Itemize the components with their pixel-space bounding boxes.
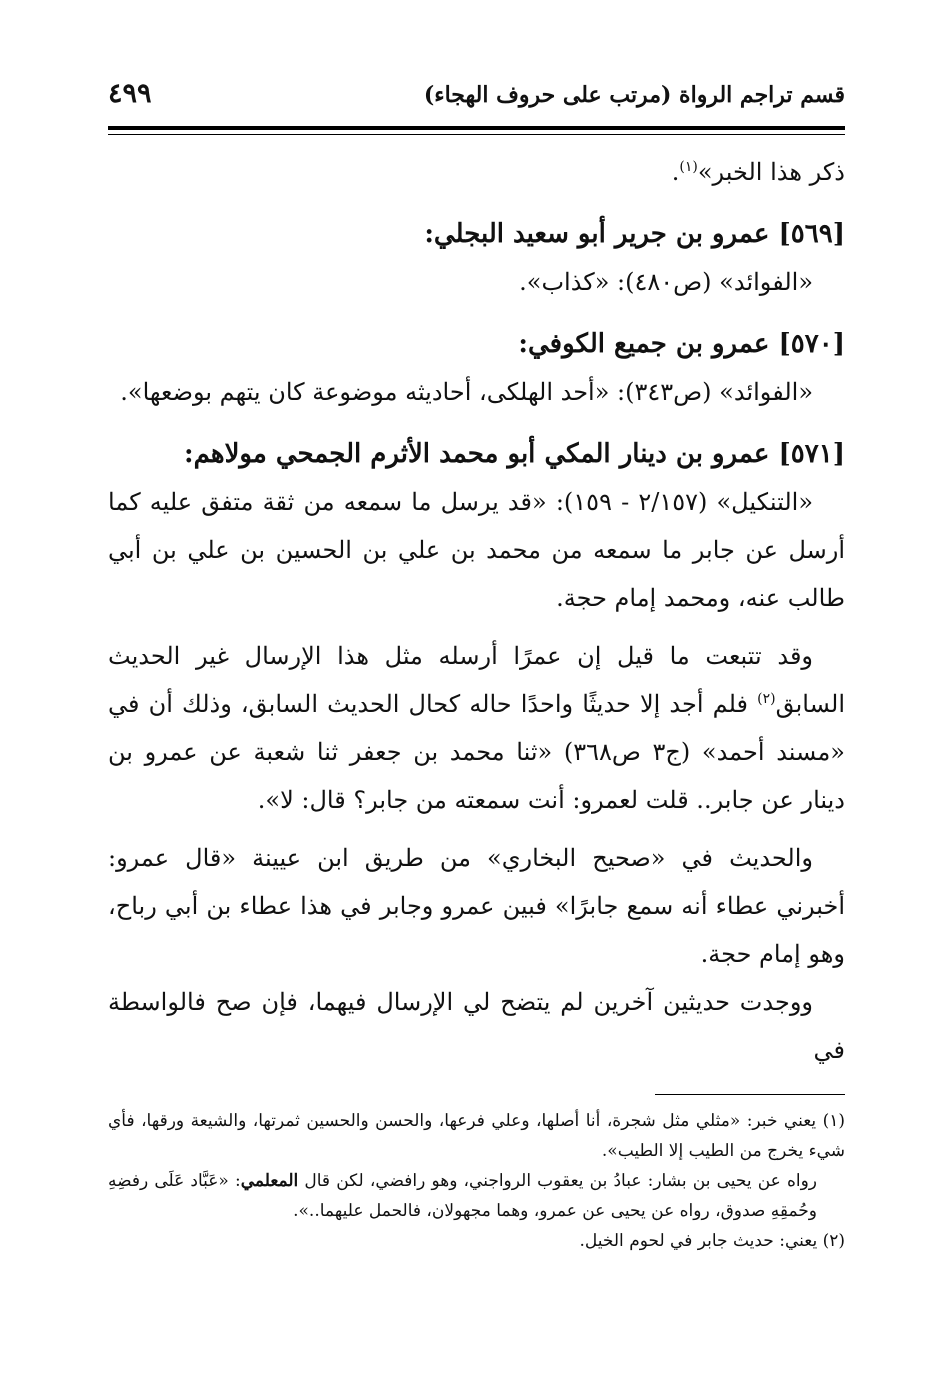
footnotes: [108, 1106, 845, 1256]
footnote-1-cont-bold: المعلمي: [240, 1171, 299, 1191]
footnote-1-cont-a: رواه عن يحيى بن بشار: عبادُ بن يعقوب الرواجني، وهو رافضي، لكن قال: [298, 1171, 817, 1191]
paragraph-3: والحديث في «صحيح البخاري» من طريق ابن عيينة «قال عمرو: أخبرني عطاء أنه سمع جابرًا» فبين عمرو وجابر في هذا عطاء بن أبي رباح، وهو إمام حجة.: [108, 844, 845, 968]
footnote-1: (١) يعني خبر: «مثلي مثل شجرة، أنا أصلها، وعلي فرعها، والحسن والحسين ثمرتها، والشيعة ورقها، فأي شيء يخرج من الطيب إلا الطيب».: [108, 1111, 845, 1161]
continuation-text: ذكر هذا الخبر»: [697, 158, 845, 186]
continuation-line: [108, 148, 845, 196]
footnote-2: (٢) يعني: حديث جابر في لحوم الخيل.: [579, 1231, 845, 1251]
paragraph-1: «التنكيل» (٢/١٥٧ - ١٥٩): «قد يرسل ما سمعه من ثقة متفق عليه كما أرسل عن جابر ما سمعه من محمد بن علي بن الحسين بن علي بن أبي طالب عنه، ومحمد إمام حجة.: [108, 488, 845, 612]
footnote-separator: [655, 1094, 845, 1095]
paragraph-2-start: وقد تتبعت ما قيل إن عمرًا أرسله مثل هذا الإرسال غير الحديث السابق: [108, 642, 845, 718]
entry-heading-571: [٥٧١] عمرو بن دينار المكي أبو محمد الأثرم الجمحي مولاهم:: [183, 439, 845, 469]
continuation-end: .: [671, 158, 680, 186]
footnote-1-continued: [108, 1166, 845, 1226]
paragraph-2-rest: فلم أجد إلا حديثًا واحدًا حاله كحال الحديث السابق، وذلك أن في «مسند أحمد» (ج٣ ص٣٦٨) «ثنا محمد بن جعفر ثنا شعبة عن عمرو بن دينار عن جابر.. قلت لعمرو: أنت سمعته من جابر؟ قال: لا».: [108, 690, 845, 814]
entry-text-569: «الفوائد» (ص٤٨٠): «كذاب».: [519, 268, 813, 296]
main-text: [108, 148, 845, 1074]
running-title: قسم تراجم الرواة (مرتب على حروف الهجاء): [423, 82, 845, 108]
footnote-ref-2[interactable]: (٢): [757, 691, 776, 707]
paragraph-2: [108, 632, 845, 824]
entry-text-570: «الفوائد» (ص٣٤٣): «أحد الهلكى، أحاديثه موضوعة كان يتهم بوضعها».: [120, 378, 813, 406]
header-rule-thin: [108, 134, 845, 135]
header-rule-thick: [108, 126, 845, 130]
entry-heading-569: [٥٦٩] عمرو بن جرير أبو سعيد البجلي:: [424, 219, 845, 249]
entry-heading-570: [٥٧٠] عمرو بن جميع الكوفي:: [518, 329, 845, 359]
page-header: [108, 78, 845, 112]
page-number: ٤٩٩: [108, 78, 152, 109]
footnote-ref-1[interactable]: (١): [679, 159, 698, 175]
paragraph-4: ووجدت حديثين آخرين لم يتضح لي الإرسال فيهما، فإن صح فالواسطة في: [108, 988, 845, 1064]
footnote-1-cont-b: : «عَبَّاد عَلَى رفضِهِ وحُمقِهِ صدوق، رواه عن يحيى عن عمرو، وهما مجهولان، فالحمل عليهما..».: [108, 1171, 817, 1221]
